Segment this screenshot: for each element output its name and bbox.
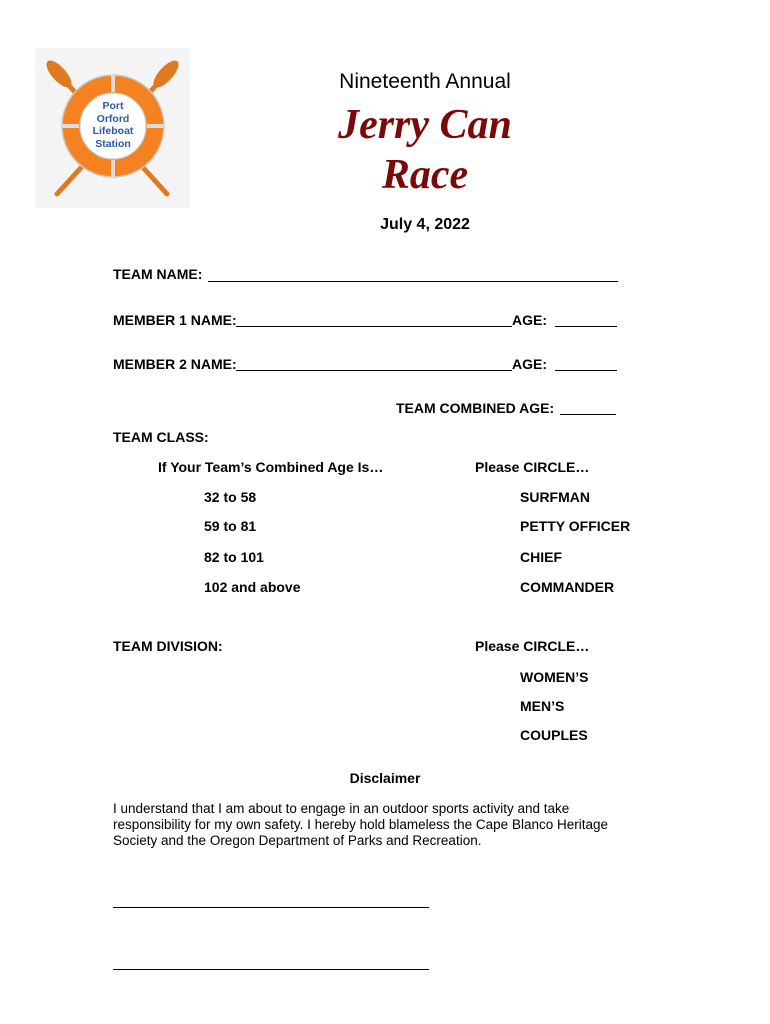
team-class-label: TEAM CLASS: <box>113 429 209 445</box>
class-option-commander[interactable]: COMMANDER <box>520 579 615 595</box>
member1-age-label: AGE: <box>512 312 547 328</box>
event-subtitle: Nineteenth Annual <box>339 70 511 93</box>
logo-text-line: Orford <box>96 112 130 125</box>
division-circle-header: Please CIRCLE… <box>475 638 590 654</box>
class-option-surfman[interactable]: SURFMAN <box>520 489 590 505</box>
combined-age-label: TEAM COMBINED AGE: <box>396 400 555 416</box>
event-date: July 4, 2022 <box>380 216 470 233</box>
division-option-womens[interactable]: WOMEN’S <box>520 669 589 685</box>
lifeboat-station-logo <box>35 48 190 208</box>
team-name-label: TEAM NAME: <box>113 266 203 282</box>
division-option-mens[interactable]: MEN’S <box>520 698 565 714</box>
event-title-line1: Jerry Can <box>338 102 512 148</box>
member1-name-field[interactable] <box>236 312 512 327</box>
member1-name-label: MEMBER 1 NAME: <box>113 312 237 328</box>
signature-line-1[interactable] <box>113 893 429 908</box>
member2-name-label: MEMBER 2 NAME: <box>113 356 237 372</box>
age-range: 32 to 58 <box>204 489 257 505</box>
team-name-field[interactable] <box>208 267 618 282</box>
logo-text-line: Lifeboat <box>92 125 134 137</box>
age-range: 102 and above <box>204 579 301 595</box>
combined-age-field[interactable] <box>560 400 616 415</box>
event-title-line2: Race <box>381 152 469 198</box>
division-option-couples[interactable]: COUPLES <box>520 727 588 743</box>
disclaimer-text: I understand that I am about to engage in an outdoor sports activity and take responsibility for my own safety. I hereby hold blameless the Cape Blanco Heritage Society and the Oregon Department of Parks and Recreation. <box>113 801 608 848</box>
event-title <box>300 100 550 200</box>
member1-age-field[interactable] <box>555 312 617 327</box>
age-range: 59 to 81 <box>204 518 257 534</box>
class-option-chief[interactable]: CHIEF <box>520 549 562 565</box>
member2-age-label: AGE: <box>512 356 547 372</box>
class-circle-header: Please CIRCLE… <box>475 459 590 475</box>
signature-line-2[interactable] <box>113 955 429 970</box>
logo-text-line: Port <box>102 100 124 112</box>
disclaimer-title: Disclaimer <box>349 770 421 786</box>
team-division-label: TEAM DIVISION: <box>113 638 223 654</box>
member2-name-field[interactable] <box>236 356 512 371</box>
class-option-petty-officer[interactable]: PETTY OFFICER <box>520 518 631 534</box>
logo-text-line: Station <box>95 137 131 150</box>
age-range-header: If Your Team’s Combined Age Is… <box>158 459 384 475</box>
member2-age-field[interactable] <box>555 356 617 371</box>
age-range: 82 to 101 <box>204 549 264 565</box>
